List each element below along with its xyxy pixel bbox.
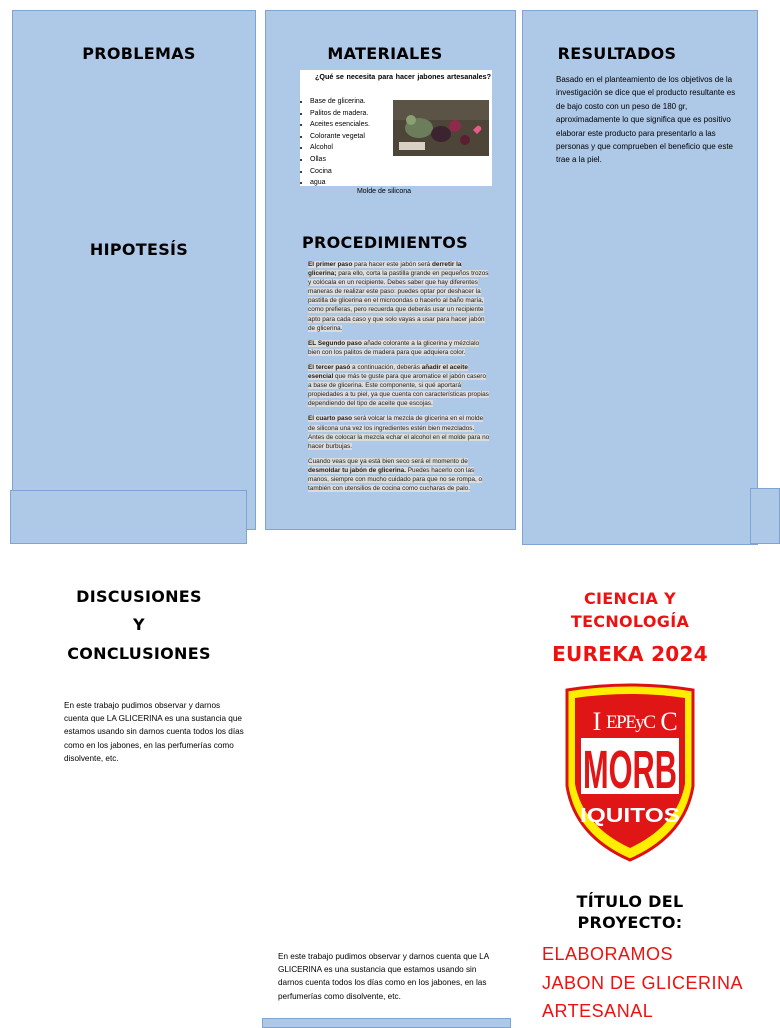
list-item: • Alcohol	[310, 142, 370, 154]
procedure-step: Cuando veas que ya está bien seco será el momento de desmoldar tu jabón de glicerina. Puedes hacerlo con las manos, siempre con mucho cuidado para que no se rompa, o también con utensilios de cocina como cucharas de palo.	[308, 457, 483, 493]
discusiones-title-1: DISCUSIONES	[76, 587, 202, 606]
logo-top-mid: EPEyC	[606, 712, 656, 733]
project-title-label-2: PROYECTO:	[577, 913, 683, 932]
list-item: • Cocina	[310, 166, 370, 178]
discusiones-title-2: Y	[133, 615, 145, 634]
materiales-caption: Molde de silicona	[356, 188, 412, 195]
list-item: • Base de glicerina.	[310, 96, 370, 108]
materiales-title: MATERIALES	[327, 44, 443, 63]
project-title-label-1: TÍTULO DEL	[576, 892, 684, 911]
middle-text: En este trabajo pudimos observar y darnos cuenta que LA GLICERINA es una sustancia que estamos usando sin darnos cuenta todos los días como en los jabones, en las perfumerías como disolvente, etc.	[278, 952, 489, 1001]
procedimientos-title: PROCEDIMIENTOS	[302, 233, 468, 252]
problemas-title: PROBLEMAS	[82, 44, 196, 63]
list-item: • Colorante vegetal	[310, 131, 370, 143]
list-item: • agua	[310, 177, 370, 189]
project-title-3: ARTESANAL	[542, 1001, 654, 1021]
school-shield-logo	[565, 686, 695, 862]
panel-problemas-tab	[10, 490, 247, 544]
resultados-text: Basado en el planteamiento de los objetivos de la investigación se dice que el producto resultante es de bajo costo con un peso de 180 gr, aproximadamente lo que significa que es positivo elaborar este producto para presentarlo a las personas y que comprueben el beneficio que este trae a la piel.	[556, 75, 736, 165]
procedimientos-text	[308, 260, 490, 530]
procedure-step: El cuarto paso será volcar la mezcla de glicerina en el molde de silicona una vez los ingredientes estén bien mezclados. Antes de colocar la mezcla echar el alcohol en el molde para no hacer burbujas.	[308, 415, 490, 450]
logo-main: MORB	[583, 740, 677, 800]
logo-top-right: C	[660, 707, 678, 736]
project-title-2: JABON DE GLICERINA	[542, 973, 744, 993]
cover-event: EUREKA 2024	[552, 642, 708, 666]
panel-problemas	[12, 10, 256, 530]
list-item: • Aceites esenciales.	[310, 119, 370, 131]
procedure-step: El primer paso para hacer este jabón será derretir la glicerina; para ello, corta la pastilla grande en pequeños trozos y colócala en un recipiente. Debes saber que hay diferentes maneras de realizar este paso: puedes optar por deshacer la pastilla de glicerina en el microondas o hacerlo al baño maría, como prefieras, pero recuerda que deberás usar un recipiente apto para cada caso y que solo vayas a usar para hacer jabón de glicerina.	[308, 261, 489, 332]
procedure-step: El tercer pasó a continuación, deberás añadir el aceite esencial que más te guste para que aromatice el jabón casero a base de glicerina. Este componente, si qué aportará propiedades a tu piel, ya que cuenta con características propias dependiendo del tipo de aceite que escojas.	[308, 363, 489, 408]
list-item: • Ollas	[310, 154, 370, 166]
hipotesis-title: HIPOTESÍS	[89, 240, 189, 259]
logo-top-left: I	[592, 707, 602, 736]
project-title-1: ELABORAMOS	[542, 944, 674, 964]
procedure-step: EL Segundo paso añade colorante a la glicerina y mézclalo bien con los palitos de madera para que adquiera color.	[308, 339, 480, 356]
materiales-question: ¿Qué se necesita para hacer jabones artesanales?	[315, 72, 491, 81]
materiales-list	[298, 96, 370, 189]
cover-line-2: TECNOLOGÍA	[570, 612, 690, 631]
list-item: • Palitos de madera.	[310, 108, 370, 120]
panel-resultados-tab	[750, 488, 780, 544]
bottom-panel-edge	[262, 1018, 511, 1028]
logo-bottom: IQUITOS	[580, 805, 680, 827]
resultados-title: RESULTADOS	[557, 44, 677, 63]
discusiones-text: En este trabajo pudimos observar y darnos cuenta que LA GLICERINA es una sustancia que estamos usando sin darnos cuenta todos los días como en los jabones, en las perfumerías como disolvente, etc.	[64, 701, 244, 763]
soap-photo	[393, 100, 489, 156]
discusiones-title-3: CONCLUSIONES	[67, 644, 211, 663]
cover-line-1: CIENCIA Y	[584, 589, 676, 608]
